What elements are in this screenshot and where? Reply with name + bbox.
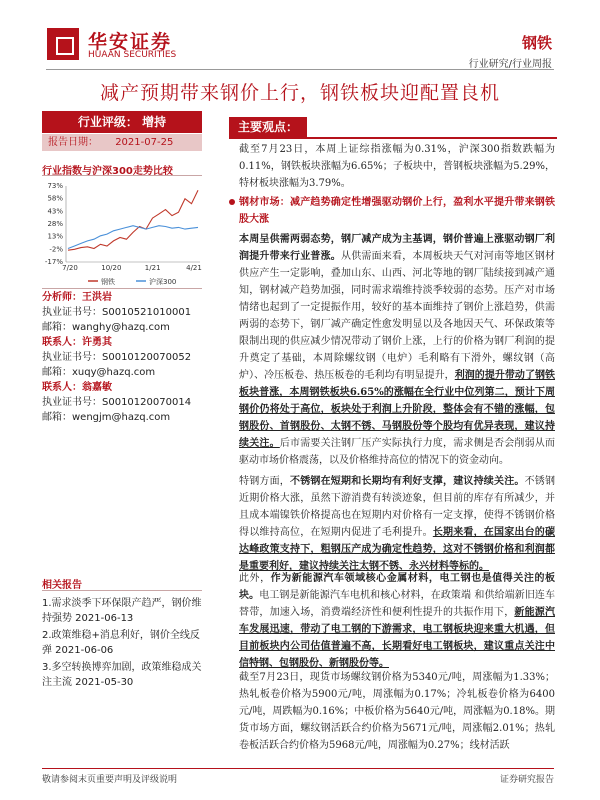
analyst-cert-1: 执业证书号：S0010521010001 [42, 307, 192, 318]
y-tick-label: 13% [47, 232, 63, 241]
steel-market-highlight: 利润的提升带动了钢铁板块普涨，本周钢铁板块6.65%的涨幅在全行业中位列第二，预计下周钢价仍将处于高位，板块处于利润上升阶段，整体会有不错的涨幅，包钢股份、首钢股份、太钢不锈、马钢股份等个股均有优异表现，建议持续关注。 [239, 370, 556, 449]
report-date: 2021-07-25 [115, 137, 174, 148]
related-report-item[interactable]: 2.政策维稳+消息利好，钢价全线反弹 2021-06-06 [42, 630, 200, 656]
report-title: 减产预期带来钢价上行，钢铁板块迎配置良机 [99, 82, 500, 104]
special-steel-highlight: 长期来看，在国家出台的碳达峰政策支持下，粗钢压产成为确定性趋势，这对不锈钢价格和利润都是重要利好，建议持续关注太钢不锈、永兴材料等标的。 [239, 527, 556, 572]
analyst-role-3: 联系人：翁嘉敏 [42, 382, 112, 393]
date-label: 报告日期： [48, 137, 98, 148]
series-line-1 [68, 226, 198, 249]
steel-market-body: 从供需面来看，本周板块天气对河南等地区钢材供应产生一定影响，叠加山东、山西、河北等地的钢厂陆续接到减产通知，钢材减产趋势加强，同时需求端维持淡季较弱的态势。压产对市场情绪也起到了一定提振作用，较好的基本面维持了钢价上涨趋势，供需两弱的态势下，钢厂减产确定性愈发明显以及各地因天气、环保政策等限制出现的供应减少情况带动了钢价上涨，上行的价格为钢厂利润的提升奠定了基础，本周除螺纹钢（电炉）毛利略有下滑外，螺纹钢（高炉）、冷压板卷、热压板卷的毛利均有明显提升， [239, 251, 555, 381]
industry-rating: 行业评级： 增持 [42, 111, 202, 133]
related-reports-list [42, 596, 202, 690]
y-tick-label: 58% [47, 194, 63, 203]
analyst-cert-3: 执业证书号：S0010120070014 [42, 397, 192, 408]
analyst-email-1[interactable]: 邮箱：wanghy@hazq.com [42, 322, 170, 333]
section-heading-steel-market: 钢材市场：减产趋势确定性增强驱动钢价上行，盈利水平提升带来钢铁股大涨 [239, 197, 555, 225]
special-steel-prefix: 特钢方面， [239, 476, 290, 487]
analyst-role-1: 分析师：王洪岩 [42, 292, 112, 303]
legend-label: 沪深300 [149, 278, 177, 286]
report-date-row [42, 134, 202, 151]
footer-disclaimer[interactable]: 敬请参阅末页重要声明及评级说明 [42, 775, 178, 785]
x-tick-label: 7/20 [62, 264, 78, 272]
steel-market-outlook: 后市需要关注钢厂压产实际执行力度，需求侧是否会削弱从而驱动市场价格震荡，以及价格维持高位的情况下的资金动向。 [239, 438, 556, 466]
electrical-steel-lead: 作为新能源汽车领域核心金属材料，电工钢也是值得关注的板块。 [239, 573, 556, 601]
index-comparison-chart [42, 180, 204, 288]
special-steel-body: 不锈钢近期价格大涨，虽然下游消费有转淡迹象，但目前的库存有所减少，并且成本端镍铁价格提高也在短期内对价格有一定支撑，使得不锈钢价格得以维持高位，在短期内促进了毛利提升。 [239, 476, 556, 538]
bullet-icon [229, 199, 235, 205]
price-summary-paragraph: 截至7月23日，现货市场螺纹钢价格为5340元/吨，周涨幅为1.33%；热轧板卷价格为5900元/吨，周涨幅为0.17%；冷轧板卷价格为6400元/吨，周跌幅为0.16%；中板价格为5640元/吨，周涨幅为0.18%。期货市场方面，螺纹钢活跃合约价格为5671元/吨，周涨幅2.01%；热轧卷板活跃合约价格为5968元/吨，周涨幅为0.27%；线材活跃 [239, 672, 555, 751]
electrical-steel-paragraph [239, 570, 555, 672]
y-tick-label: 28% [47, 220, 63, 228]
related-report-item[interactable]: 1.需求淡季下环保限产趋严，钢价维持强势 2021-06-13 [42, 598, 202, 624]
related-report-item[interactable]: 3.多空转换博弈加剧，政策维稳成关注主流 2021-05-30 [42, 662, 202, 688]
analyst-role-2: 联系人：许勇其 [42, 337, 112, 348]
analyst-divider [42, 288, 202, 289]
footer-divider [42, 768, 554, 769]
x-tick-label: 10/20 [101, 264, 122, 272]
analyst-email-2[interactable]: 邮箱：xuqy@hazq.com [42, 367, 156, 378]
footer-label: 证券研究报告 [499, 775, 554, 785]
chart-title-divider [42, 175, 202, 176]
x-tick-label: 4/21 [186, 264, 202, 272]
analyst-cert-2: 执业证书号：S0010120070052 [42, 352, 192, 363]
chart-title: 行业指数与沪深300走势比较 [42, 166, 173, 177]
sector-label: 钢铁 [521, 34, 552, 52]
related-divider [42, 590, 202, 591]
electrical-steel-prefix: 此外， [239, 573, 271, 584]
main-points-heading: 主要观点： [229, 117, 307, 137]
legend-label: 钢铁 [101, 278, 115, 286]
y-tick-label: 73% [47, 182, 63, 190]
brand-logo [47, 28, 79, 60]
special-steel-paragraph [239, 473, 555, 575]
related-reports-title: 相关报告 [42, 580, 82, 591]
brand-name-en: HUAAN SECURITIES [88, 50, 177, 60]
market-summary: 截至7月23日，本周上证综指涨幅为0.31%，沪深300指数跌幅为0.11%，钢铁板块涨幅为6.65%；子板块中，普钢板块涨幅为5.29%，特材板块涨幅为3.79%。 [239, 144, 555, 189]
electrical-steel-body: 电工钢是新能源汽车电机和核心材料，在政策端 和供给端新旧连车替带，加速入场，消费端经济性和便利性提升的共振作用下， [239, 590, 555, 618]
header-divider [46, 69, 554, 70]
steel-market-paragraph [239, 231, 555, 469]
report-type: 行业研究/行业周报 [468, 59, 552, 70]
analyst-email-3[interactable]: 邮箱：wengjm@hazq.com [42, 412, 171, 423]
y-tick-label: 43% [47, 207, 63, 216]
y-tick-label: -2% [49, 245, 63, 254]
electrical-steel-highlight: 新能源汽车发展迅速，带动了电工钢的下游需求，电工钢板块迎来重大机遇，但目前板块内公司估值普遍不高，长期看好电工钢板块，建议重点关注中信特钢、包钢股份、新钢股份等。 [239, 607, 556, 669]
main-points-divider [229, 137, 557, 139]
y-tick-label: -17% [44, 258, 63, 266]
special-steel-lead: 不锈钢在短期和长期均有利好支撑，建议持续关注。 [290, 476, 525, 487]
brand-name-cn: 华安证券 [88, 31, 173, 53]
steel-market-lead: 本周呈供需两弱态势，钢厂减产成为主基调，钢价普遍上涨驱动钢厂利润提升带来行业普涨。 [239, 234, 555, 262]
x-tick-label: 1/21 [144, 264, 161, 272]
